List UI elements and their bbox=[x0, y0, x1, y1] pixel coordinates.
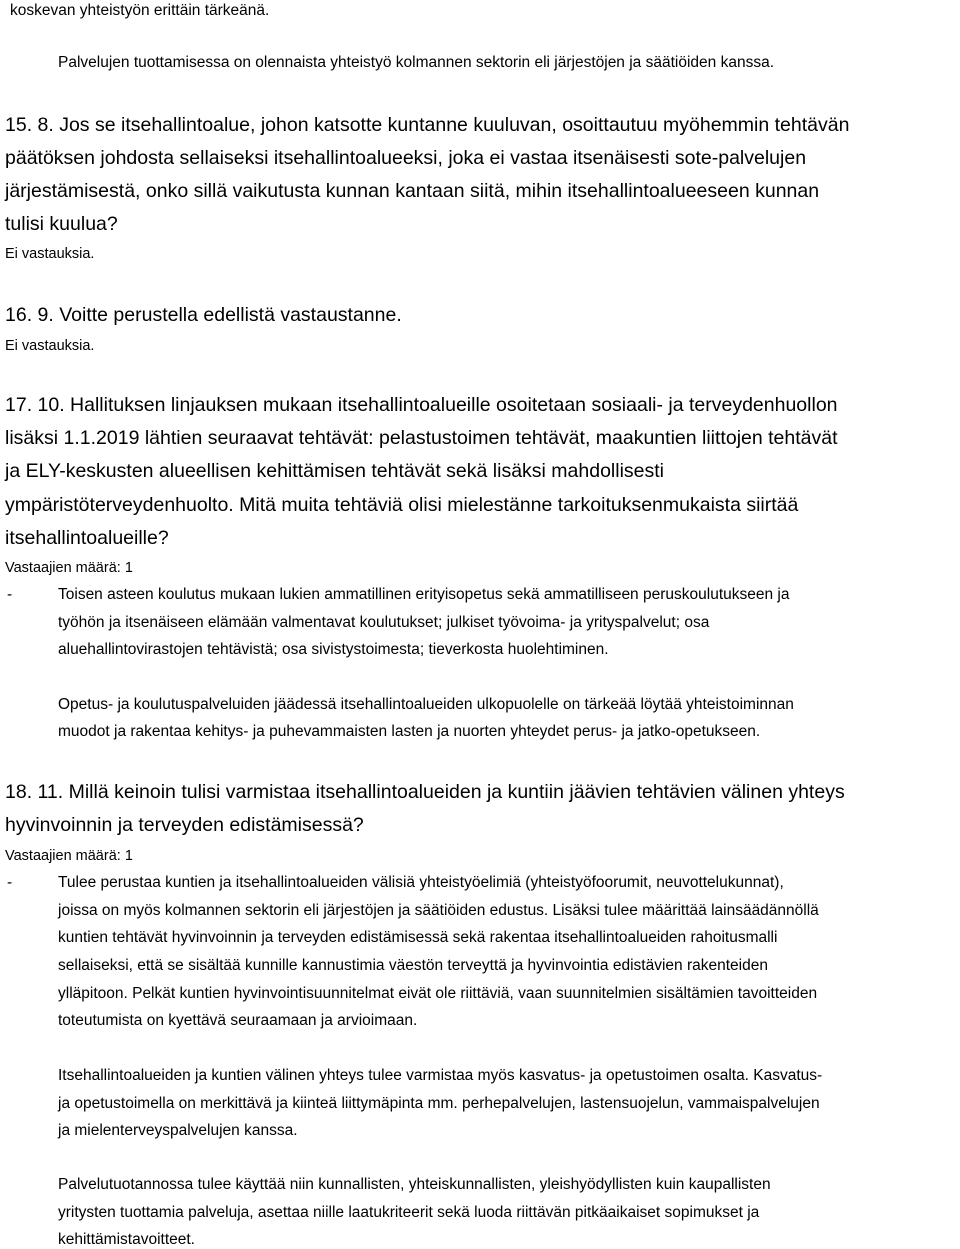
question-title: 16. 9. Voitte perustella edellistä vastaustanne. bbox=[5, 304, 402, 326]
question-title: 15. 8. Jos se itsehallintoalue, johon katsotte kuntanne kuuluvan, osoittautuu myöhemmin tehtävän bbox=[5, 114, 850, 136]
answer-line: Palvelutuotannossa tulee käyttää niin kunnallisten, yhteiskunnallisten, yleishyödyllisten kuin kaupallisten bbox=[58, 1176, 771, 1193]
no-answers-label: Ei vastauksia. bbox=[5, 338, 95, 354]
answer-line: Opetus- ja koulutuspalveluiden jäädessä itsehallintoalueiden ulkopuolelle on tärkeää löytää yhteistoiminnan bbox=[58, 696, 794, 713]
question-title: 17. 10. Hallituksen linjauksen mukaan itsehallintoalueille osoitetaan sosiaali- ja terveydenhuollon bbox=[5, 394, 838, 416]
question-title: päätöksen johdosta sellaiseksi itsehallintoalueeksi, joka ei vastaa itsenäisesti sote-palvelujen bbox=[5, 147, 807, 169]
answer-line: ja mielenterveyspalvelujen kanssa. bbox=[58, 1122, 298, 1139]
answer-line: kehittämistavoitteet. bbox=[58, 1231, 195, 1248]
question-title: järjestämisestä, onko sillä vaikutusta kunnan kantaan siitä, mihin itsehallintoalueeseen kunnan bbox=[5, 180, 820, 202]
paragraph-line: Palvelujen tuottamisessa on olennaista yhteistyö kolmannen sektorin eli järjestöjen ja säätiöiden kanssa. bbox=[58, 54, 774, 71]
answer-line: Toisen asteen koulutus mukaan lukien ammatillinen erityisopetus sekä ammatilliseen peruskoulutukseen ja bbox=[58, 586, 790, 603]
paragraph-line: koskevan yhteistyön erittäin tärkeänä. bbox=[10, 2, 270, 19]
answer-line: yritysten tuottamia palveluja, asettaa niille laatukriteerit sekä luoda riittävän pitkäaikaiset sopimukset ja bbox=[58, 1204, 760, 1221]
answer-line: ja opetustoimella on merkittävä ja kiinteä liittymäpinta mm. perhepalvelujen, lastensuojelun, vammaispalvelujen bbox=[58, 1095, 820, 1112]
question-title: ympäristöterveydenhuolto. Mitä muita tehtäviä olisi mielestänne tarkoituksenmukaista siirtää bbox=[5, 494, 799, 516]
bullet-dash: - bbox=[7, 874, 13, 891]
answer-line: toteutumista on kyettävä seuraamaan ja arvioimaan. bbox=[58, 1012, 418, 1029]
answer-line: joissa on myös kolmannen sektorin eli järjestöjen ja säätiöiden edustus. Lisäksi tulee määrittää lainsäädännöllä bbox=[58, 902, 819, 919]
question-title: ja ELY-keskusten alueellisen kehittämisen tehtävät sekä lisäksi mahdollisesti bbox=[5, 460, 665, 482]
question-title: itsehallintoalueille? bbox=[5, 527, 169, 549]
answer-line: Tulee perustaa kuntien ja itsehallintoalueiden välisiä yhteistyöelimiä (yhteistyöfoorumit, neuvottelukunnat), bbox=[58, 874, 784, 891]
question-title: lisäksi 1.1.2019 lähtien seuraavat tehtävät: pelastustoimen tehtävät, maakuntien liittojen tehtävät bbox=[5, 427, 838, 449]
bullet-dash: - bbox=[7, 586, 13, 603]
respondent-count: Vastaajien määrä: 1 bbox=[5, 848, 133, 864]
answer-line: työhön ja itsenäiseen elämään valmentavat koulutukset; julkiset työvoima- ja yrityspalvelut; osa bbox=[58, 614, 710, 631]
no-answers-label: Ei vastauksia. bbox=[5, 246, 95, 262]
answer-line: kuntien tehtävät hyvinvoinnin ja terveyden edistämisessä sekä rakentaa itsehallintoalueiden rahoitusmalli bbox=[58, 929, 778, 946]
question-title: tulisi kuulua? bbox=[5, 213, 118, 235]
answer-line: muodot ja rakentaa kehitys- ja puhevammaisten lasten ja nuorten yhteydet perus- ja jatko-opetukseen. bbox=[58, 723, 761, 740]
respondent-count: Vastaajien määrä: 1 bbox=[5, 560, 133, 576]
answer-line: Itsehallintoalueiden ja kuntien välinen yhteys tulee varmistaa myös kasvatus- ja opetustoimen osalta. Kasvatus- bbox=[58, 1067, 823, 1084]
answer-line: aluehallintovirastojen tehtävistä; osa sivistystoimesta; tieverkosta huolehtiminen. bbox=[58, 641, 609, 658]
question-title: hyvinvoinnin ja terveyden edistämisessä? bbox=[5, 814, 364, 836]
answer-line: ylläpitoon. Pelkät kuntien hyvinvointisuunnitelmat eivät ole riittäviä, vaan suunnitelmien sisältämien tavoitteiden bbox=[58, 985, 818, 1002]
answer-line: sellaiseksi, että se sisältää kunnille kannustimia väestön terveyttä ja hyvinvointia edistävien rakenteiden bbox=[58, 957, 768, 974]
question-title: 18. 11. Millä keinoin tulisi varmistaa itsehallintoalueiden ja kuntiin jäävien tehtävien välinen yhteys bbox=[5, 781, 845, 803]
